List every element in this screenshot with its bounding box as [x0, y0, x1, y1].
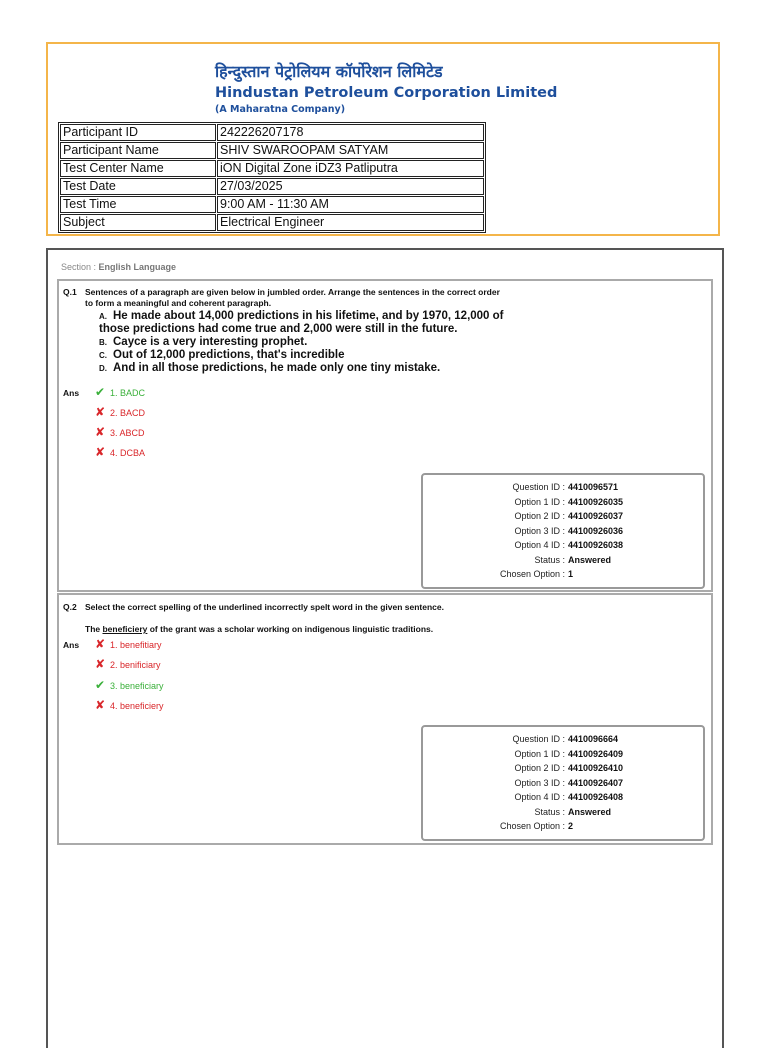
option-item — [92, 657, 161, 671]
option-item — [92, 678, 164, 692]
meta-value: Answered — [568, 806, 612, 817]
option-item — [92, 698, 164, 712]
meta-label: Option 1 ID : — [514, 496, 565, 507]
info-label: Test Date — [60, 178, 216, 195]
option-text: 1. BADC — [110, 388, 146, 398]
answer-label: Ans — [63, 388, 80, 398]
meta-label: Question ID : — [512, 734, 565, 744]
meta-label: Option 2 ID : — [514, 511, 565, 521]
answer-label: Ans — [63, 640, 80, 650]
check-icon: ✔ — [94, 385, 106, 399]
info-label: Test Time — [60, 196, 216, 213]
info-label: Participant Name — [60, 142, 216, 159]
jumbled-sentence — [99, 336, 519, 349]
meta-row — [423, 567, 703, 582]
meta-label: Option 4 ID : — [514, 540, 565, 550]
option-text: 1. benefitiary — [110, 640, 162, 650]
meta-value: 2 — [568, 821, 574, 831]
meta-label: Option 3 ID : — [514, 777, 565, 788]
meta-label: Option 3 ID : — [514, 525, 565, 536]
meta-row — [423, 495, 703, 510]
question-number: Q.2 — [63, 602, 77, 612]
option-text: 4. DCBA — [110, 448, 146, 458]
meta-label: Status : — [534, 806, 565, 817]
info-value: 27/03/2025 — [217, 178, 484, 195]
info-label: Participant ID — [60, 124, 216, 141]
meta-label: Option 1 ID : — [514, 748, 565, 759]
option-text: 3. ABCD — [110, 428, 145, 438]
jumbled-sentence — [99, 362, 519, 375]
meta-row — [423, 480, 703, 495]
meta-row — [423, 538, 703, 553]
question-text: Select the correct spelling of the underlined incorrectly spelt word in the given sentence. — [85, 602, 444, 612]
company-subtitle: (A Maharatna Company) — [215, 104, 346, 115]
info-value: Electrical Engineer — [217, 214, 484, 231]
meta-value: 44100926410 — [568, 763, 624, 773]
option-item — [92, 405, 145, 419]
table-row — [60, 178, 484, 195]
cross-icon: ✘ — [94, 637, 106, 651]
meta-row — [423, 790, 703, 805]
question-text: Sentences of a paragraph are given below in jumbled order. Arrange the sentences in the correct order to form a meaningful and coherent paragraph. — [85, 287, 500, 308]
option-item — [92, 637, 162, 651]
cross-icon: ✘ — [94, 445, 106, 459]
table-row — [60, 124, 484, 141]
meta-row — [423, 747, 703, 762]
meta-value: 44100926407 — [568, 777, 624, 788]
option-text: 3. beneficiary — [110, 681, 164, 691]
meta-row — [423, 553, 703, 568]
meta-label: Chosen Option : — [499, 821, 565, 831]
sentence-label: D. — [99, 364, 107, 373]
question-meta-box — [421, 725, 705, 841]
jumbled-sentence — [99, 310, 519, 336]
sentence-label: A. — [99, 312, 107, 321]
section-prefix: Section : — [61, 262, 99, 272]
info-value: 242226207178 — [217, 124, 484, 141]
info-value: SHIV SWAROOPAM SATYAM — [217, 142, 484, 159]
option-item — [92, 445, 145, 459]
option-item — [92, 385, 145, 399]
meta-row — [423, 524, 703, 539]
option-text: 2. BACD — [110, 408, 146, 418]
option-text: 2. benificiary — [110, 660, 161, 670]
sentence-pre: The — [85, 624, 103, 634]
section-name: English Language — [98, 262, 177, 272]
option-text: 4. beneficiery — [110, 701, 164, 711]
company-logo — [215, 62, 557, 115]
company-name-hindi: हिन्दुस्तान पेट्रोलियम कॉर्पोरेशन लिमिटेड — [215, 62, 443, 81]
sentence-text: Out of 12,000 predictions, that's incredible — [113, 349, 345, 361]
meta-value: 44100926035 — [568, 496, 624, 507]
table-row — [60, 160, 484, 177]
meta-value: 4410096571 — [568, 482, 619, 492]
meta-value: 44100926038 — [568, 540, 624, 550]
sentence-text: Cayce is a very interesting prophet. — [113, 336, 308, 348]
sentence-text: He made about 14,000 predictions in his lifetime, and by 1970, 12,000 of those predictions had come true and 2,000 were still in the future. — [99, 310, 504, 335]
cross-icon: ✘ — [94, 657, 106, 671]
question-block — [57, 279, 713, 592]
header-box — [46, 42, 720, 236]
company-name-english: Hindustan Petroleum Corporation Limited — [215, 85, 558, 101]
meta-value: 44100926409 — [568, 748, 624, 759]
meta-value: 1 — [568, 569, 574, 579]
table-row — [60, 196, 484, 213]
meta-row — [423, 509, 703, 524]
meta-label: Status : — [534, 554, 565, 565]
meta-row — [423, 805, 703, 820]
cross-icon: ✘ — [94, 698, 106, 712]
meta-row — [423, 761, 703, 776]
meta-value: 44100926408 — [568, 792, 624, 802]
meta-row — [423, 819, 703, 834]
sentence-label: B. — [99, 338, 107, 347]
meta-label: Question ID : — [512, 482, 565, 492]
meta-label: Chosen Option : — [499, 569, 565, 579]
meta-value: 4410096664 — [568, 734, 619, 744]
question-meta-box — [421, 473, 705, 589]
table-row — [60, 142, 484, 159]
meta-value: 44100926037 — [568, 511, 624, 521]
participant-info-table — [58, 122, 486, 233]
underlined-word: beneficiery — [102, 624, 148, 634]
option-item — [92, 425, 145, 439]
question-sentence — [85, 624, 585, 635]
sentence-post: of the grant was a scholar working on indigenous linguistic traditions. — [147, 624, 434, 634]
info-value: iON Digital Zone iDZ3 Patliputra — [217, 160, 484, 177]
meta-value: 44100926036 — [568, 525, 624, 536]
section-label — [61, 262, 176, 272]
meta-row — [423, 776, 703, 791]
meta-value: Answered — [568, 554, 612, 565]
sentence-text: And in all those predictions, he made only one tiny mistake. — [113, 362, 441, 374]
meta-row — [423, 732, 703, 747]
table-row — [60, 214, 484, 231]
response-sheet — [46, 248, 724, 1048]
info-label: Subject — [60, 214, 216, 231]
meta-label: Option 4 ID : — [514, 792, 565, 802]
cross-icon: ✘ — [94, 425, 106, 439]
sentence-label: C. — [99, 351, 107, 360]
info-label: Test Center Name — [60, 160, 216, 177]
jumbled-sentence — [99, 349, 519, 362]
meta-label: Option 2 ID : — [514, 763, 565, 773]
info-value: 9:00 AM - 11:30 AM — [217, 196, 484, 213]
cross-icon: ✘ — [94, 405, 106, 419]
question-number: Q.1 — [63, 287, 77, 297]
question-block — [57, 593, 713, 845]
check-icon: ✔ — [94, 678, 106, 692]
